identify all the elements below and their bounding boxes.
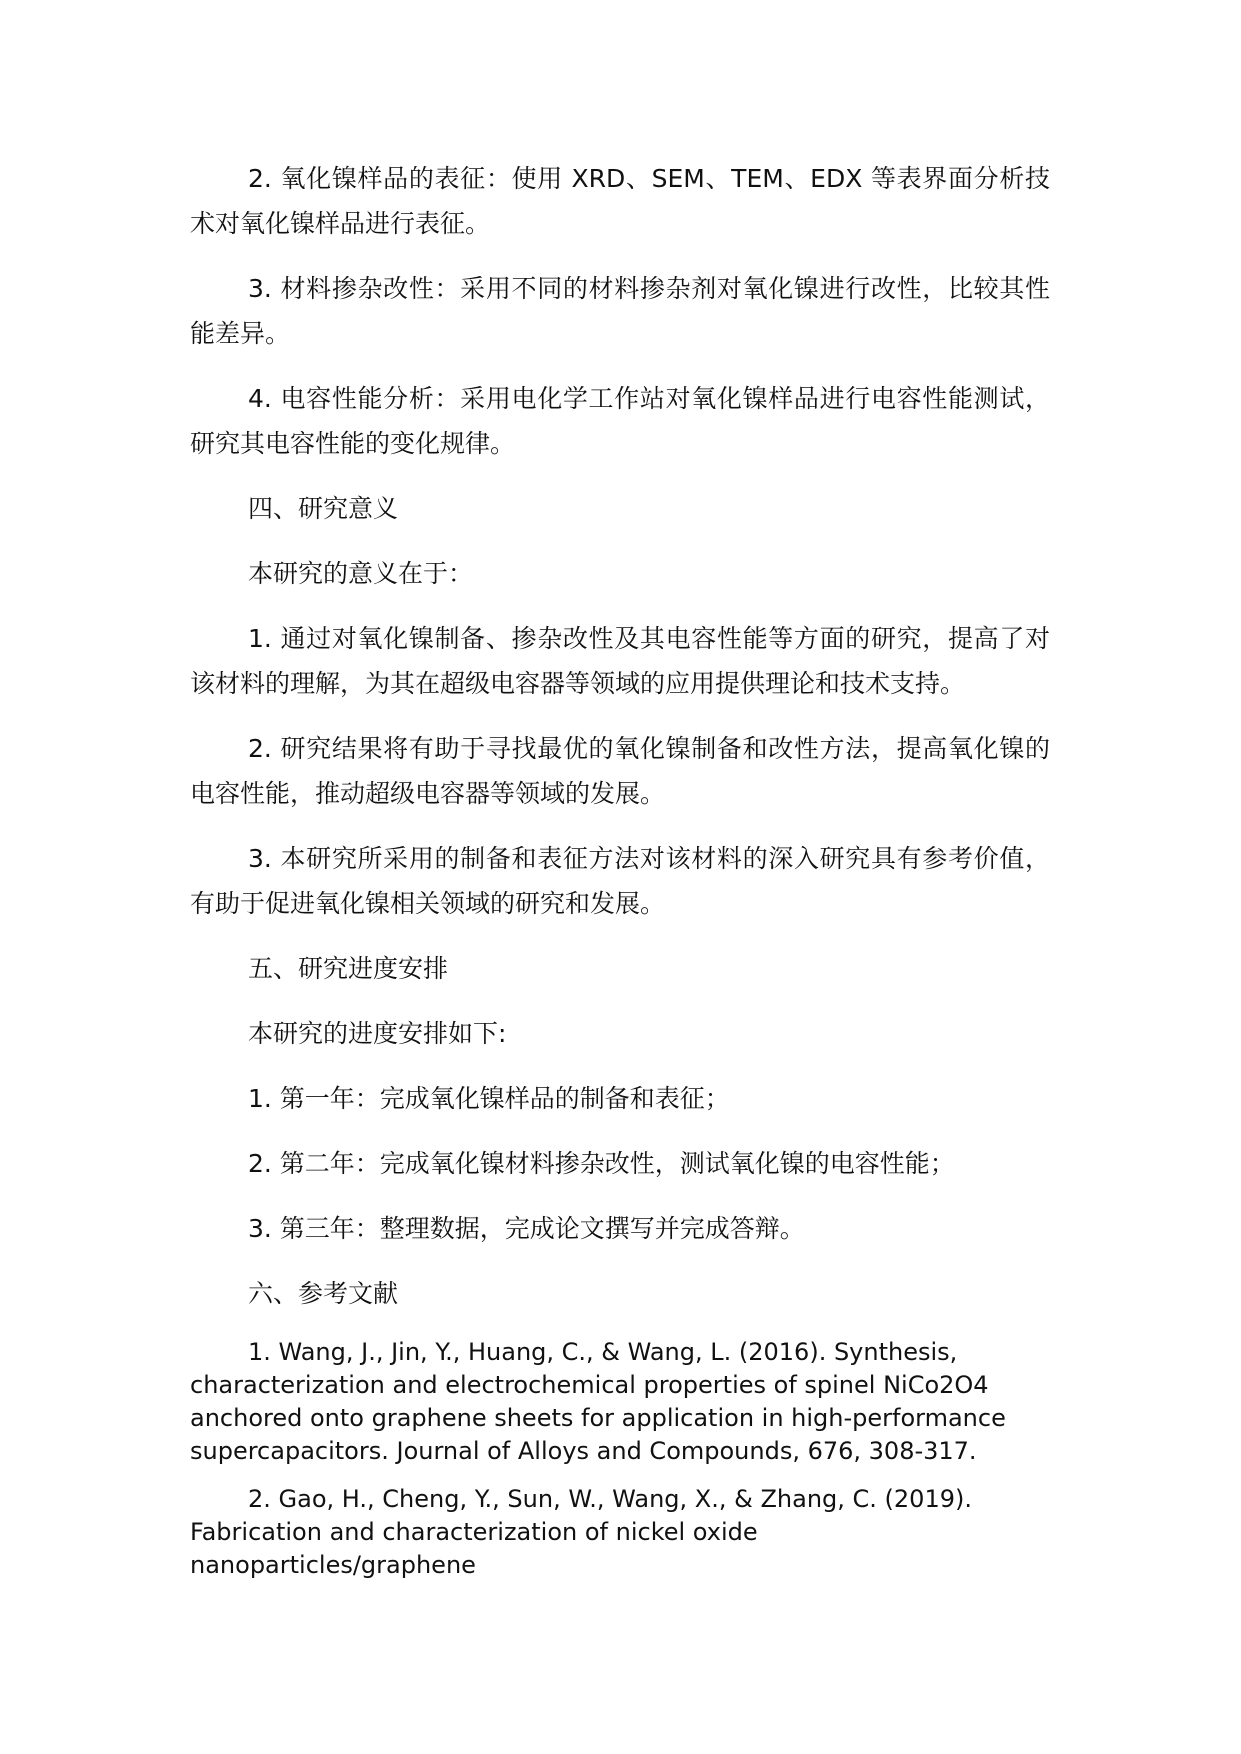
item-characterization: 2. 氧化镍样品的表征：使用 XRD、SEM、TEM、EDX 等表界面分析技术对氧化镍样品进行表征。 <box>190 164 1050 238</box>
item-capacitance-analysis: 4. 电容性能分析：采用电化学工作站对氧化镍样品进行电容性能测试，研究其电容性能的变化规律。 <box>190 384 1050 458</box>
significance-item-2: 2. 研究结果将有助于寻找最优的氧化镍制备和改性方法，提高氧化镍的电容性能，推动超级电容器等领域的发展。 <box>190 734 1050 808</box>
section-heading-significance: 四、研究意义 <box>248 494 399 523</box>
significance-intro: 本研究的意义在于： <box>248 559 474 588</box>
section-heading-references: 六、参考文献 <box>248 1279 399 1308</box>
reference-item-2: 2. Gao, H., Cheng, Y., Sun, W., Wang, X., & Zhang, C. (2019). Fabrication and characterization of nickel oxide nanoparticles/graphene <box>190 1485 972 1579</box>
document-body <box>190 156 1050 1597</box>
schedule-year-3: 3. 第三年：整理数据，完成论文撰写并完成答辩。 <box>248 1214 805 1243</box>
significance-item-3: 3. 本研究所采用的制备和表征方法对该材料的深入研究具有参考价值，有助于促进氧化镍相关领域的研究和发展。 <box>190 844 1050 918</box>
schedule-intro: 本研究的进度安排如下: <box>248 1019 507 1048</box>
schedule-year-2: 2. 第二年：完成氧化镍材料掺杂改性，测试氧化镍的电容性能； <box>248 1149 955 1178</box>
item-doping-modification: 3. 材料掺杂改性：采用不同的材料掺杂剂对氧化镍进行改性，比较其性能差异。 <box>190 274 1050 348</box>
significance-item-1: 1. 通过对氧化镍制备、掺杂改性及其电容性能等方面的研究，提高了对该材料的理解，为其在超级电容器等领域的应用提供理论和技术支持。 <box>190 624 1050 698</box>
reference-item-1: 1. Wang, J., Jin, Y., Huang, C., & Wang, L. (2016). Synthesis, characterization and electrochemical properties of spinel NiCo2O4 anchored onto graphene sheets for application in high-performance supercapacitors. Journal of Alloys and Compounds, 676, 308-317. <box>190 1338 1006 1465</box>
schedule-year-1: 1. 第一年：完成氧化镍样品的制备和表征； <box>248 1084 730 1113</box>
section-heading-schedule: 五、研究进度安排 <box>248 954 449 983</box>
